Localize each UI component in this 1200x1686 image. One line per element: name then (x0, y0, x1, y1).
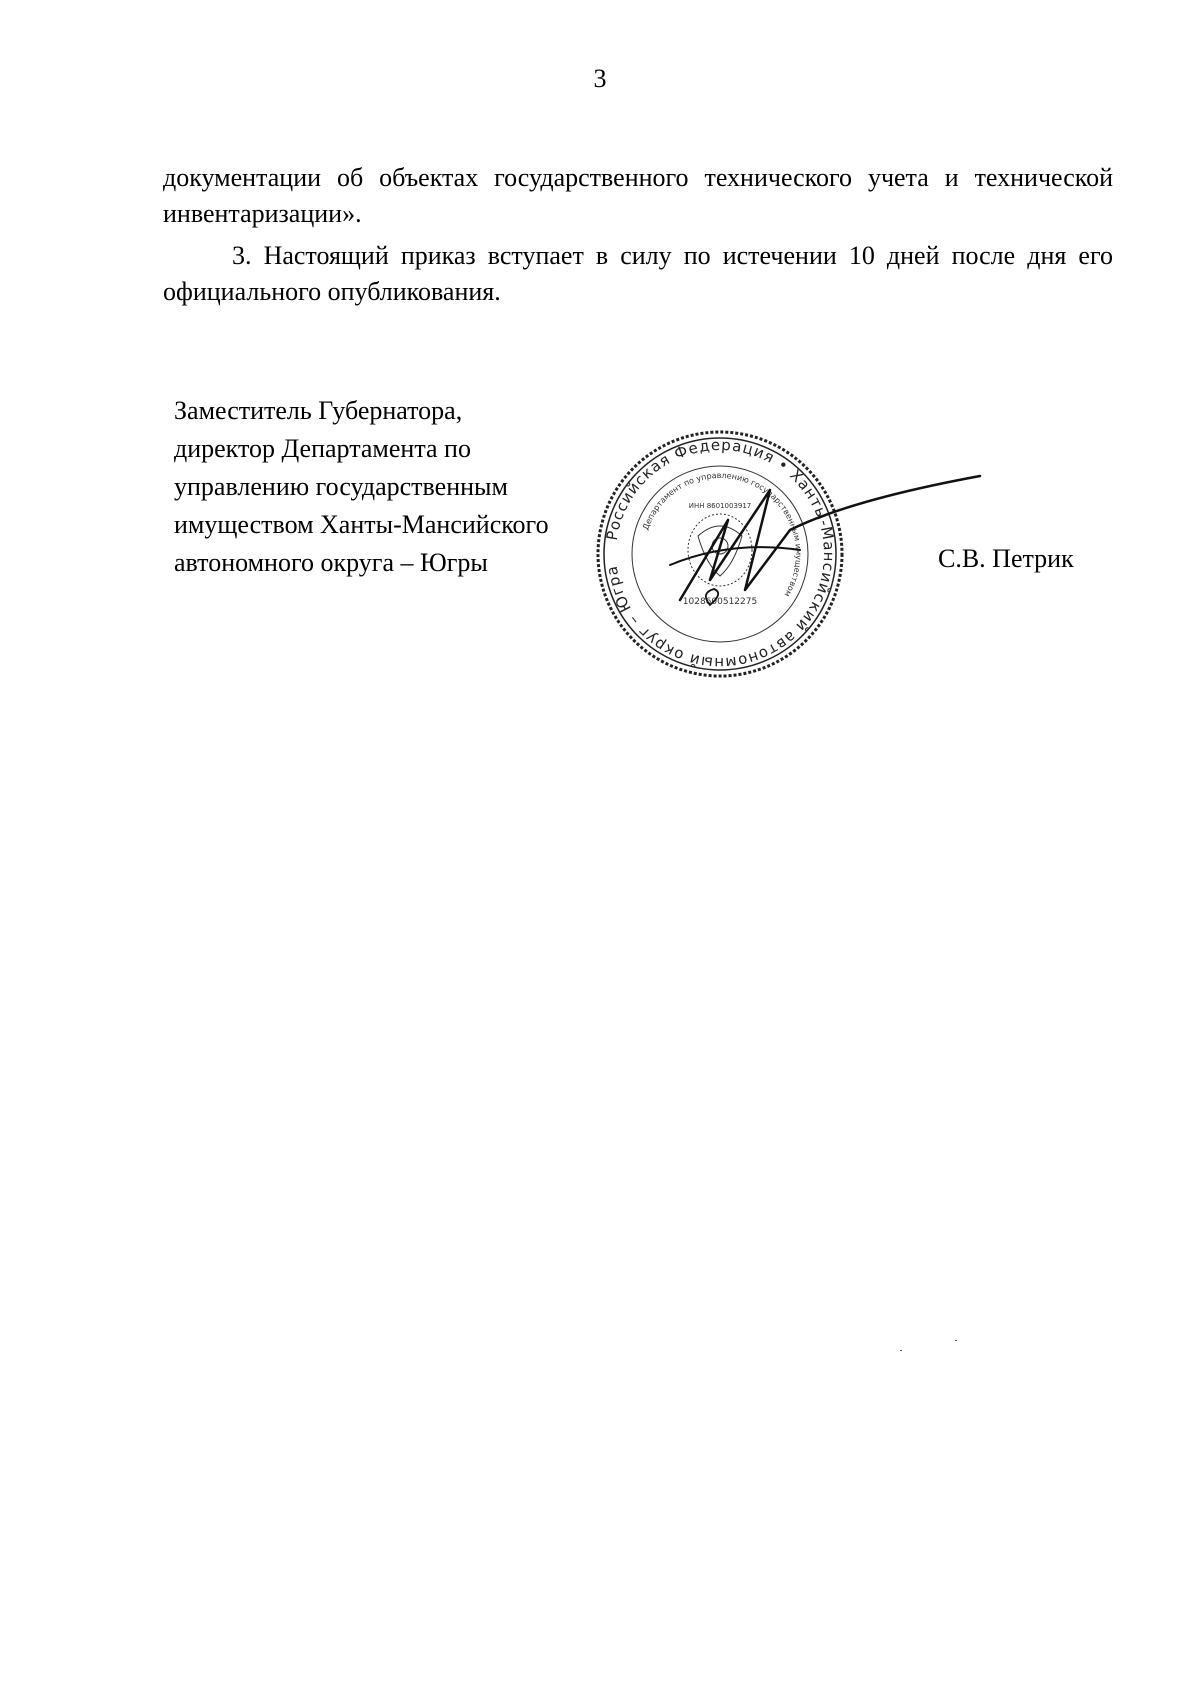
scan-artifact (900, 1350, 902, 1351)
scan-artifact (955, 1340, 957, 1341)
position-line-3: управлению государственным (174, 472, 508, 501)
paragraph-3: 3. Настоящий приказ вступает в силу по истечении 10 дней после дня его официального опубликования. (163, 241, 1113, 306)
position-line-2: директор Департамента по (174, 434, 471, 463)
seal-inner-text: Департамент по управлению государственным имуществом (641, 470, 804, 599)
signer-name: С.В. Петрик (938, 544, 1074, 573)
document-body (163, 160, 1113, 310)
position-line-4: имуществом Ханты-Мансийского (174, 510, 549, 539)
position-line-5: автономного округа – Югры (174, 548, 488, 577)
seal-inn-text: ИНН 8601003917 (688, 502, 752, 510)
seal-registration-number: 1028600512275 (682, 597, 758, 607)
page-number: 3 (593, 64, 607, 93)
seal-outer-text: Российская Федерация • Ханты-Мансийский автономный округ – Югра (602, 435, 839, 673)
paragraph-continuation: документации об объектах государственного технического учета и технической инвентаризации». (163, 163, 1113, 228)
position-line-1: Заместитель Губернатора, (174, 396, 463, 425)
signatory-position (174, 392, 549, 582)
